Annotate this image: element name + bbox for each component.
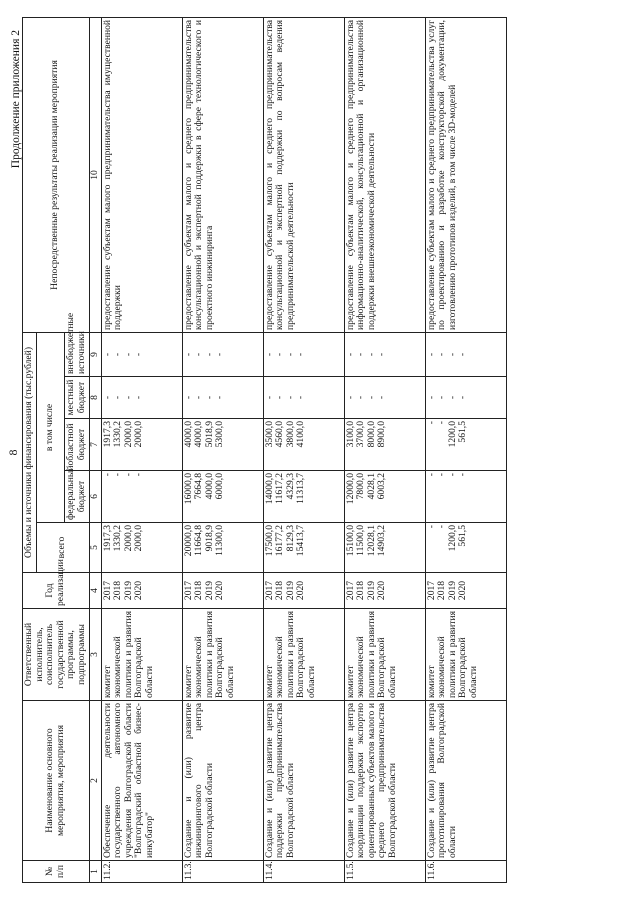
header-no: № п/п <box>23 861 90 883</box>
row-federal-value: 4028,1 <box>365 473 377 500</box>
row-total-value: 8129,3 <box>284 525 296 552</box>
row-regional-value: 3800,0 <box>284 421 296 448</box>
row-local-value: - <box>376 395 388 400</box>
row-total-value: 17500,0 <box>263 525 275 557</box>
row-local-cell <box>101 377 182 419</box>
row-name-cell: Создание и (или) развитие центра поддержки предпринимательства Волгоградской области <box>263 701 344 861</box>
row-extra-value: - <box>133 352 145 357</box>
row-result-cell: предоставление субъектам малого и среднего предпринимательства информационно-аналитической, консультационной и организационной поддержки внешнеэкономической деятельности <box>344 17 425 332</box>
row-years-value: 2018 <box>436 580 448 601</box>
row-federal-cell <box>263 471 344 523</box>
col-number: 6 <box>89 471 101 523</box>
row-years-value: 2019 <box>365 580 377 601</box>
row-extra-value: - <box>112 352 124 357</box>
row-total-value: - <box>425 525 437 529</box>
row-local-value: - <box>214 395 226 400</box>
row-result-cell: предоставление субъектам малого и среднего предпринимательства консультационной и экспертной поддержки по вопросам ведения предпринимательской деятельности <box>263 17 344 332</box>
row-years-value: 2020 <box>133 580 145 601</box>
row-years-value: 2019 <box>284 580 296 601</box>
row-years-cell <box>425 573 506 609</box>
row-federal-value: 11313,7 <box>295 473 307 504</box>
row-extra-value: - <box>122 352 134 357</box>
row-federal-value: 6003,2 <box>376 473 388 500</box>
row-regional-value: 8900,0 <box>376 421 388 448</box>
row-extra-value: - <box>295 352 307 357</box>
row-name-cell: Создание и (или) развитие центра прототипирования Волгоградской области <box>425 701 506 861</box>
row-federal-value: - <box>425 473 437 477</box>
header-executor: Ответственный исполнитель, соисполнитель государственной программы, подпрограммы <box>23 609 90 701</box>
header-federal: федеральный бюджет <box>65 471 89 523</box>
row-name-cell: Создание и (или) развитие инжинирингового центра Волгоградской области <box>182 701 263 861</box>
row-local-value: - <box>182 395 194 400</box>
row-federal-value: - <box>122 473 134 477</box>
row-extra-value: - <box>355 352 367 357</box>
row-extra-value: - <box>101 352 113 357</box>
row-regional-value: 4100,0 <box>295 421 307 448</box>
row-years-value: 2018 <box>355 580 367 601</box>
row-local-value: - <box>344 395 356 400</box>
row-total-value: 2000,0 <box>122 525 134 552</box>
row-regional-cell <box>425 419 506 471</box>
row-total-cell <box>101 523 182 573</box>
header-financing: Объемы и источники финансирования (тыс.рублей) <box>23 332 37 572</box>
row-local-value: - <box>365 395 377 400</box>
row-local-value: - <box>112 395 124 400</box>
row-extra-cell <box>101 332 182 376</box>
row-number-cell: 11.2. <box>101 861 182 883</box>
row-local-value: - <box>263 395 275 400</box>
col-number: 8 <box>89 377 101 419</box>
row-local-value: - <box>446 395 458 400</box>
row-years-value: 2020 <box>376 580 388 601</box>
header-name: Наименование основного мероприятия, мероприятия <box>23 701 90 861</box>
row-extra-cell <box>344 332 425 376</box>
row-local-value: - <box>122 395 134 400</box>
row-number-cell: 11.3. <box>182 861 263 883</box>
row-federal-value: 11617,2 <box>274 473 286 504</box>
row-federal-value: - <box>133 473 145 477</box>
row-total-value: 1200,0 <box>446 525 458 552</box>
row-regional-value: 4000,0 <box>193 421 205 448</box>
row-total-value: 20000,0 <box>182 525 194 557</box>
header-including: в том числе <box>36 332 65 522</box>
row-federal-value: 12000,0 <box>344 473 356 505</box>
row-total-value: 11664,8 <box>193 525 205 556</box>
row-total-value: 12028,1 <box>365 525 377 557</box>
row-regional-value: 3100,0 <box>344 421 356 448</box>
row-years-value: 2020 <box>214 580 226 601</box>
row-federal-cell <box>344 471 425 523</box>
row-extra-cell <box>425 332 506 376</box>
row-federal-value: 4000,0 <box>203 473 215 500</box>
row-years-value: 2020 <box>457 580 469 601</box>
col-number: 5 <box>89 523 101 573</box>
col-number: 2 <box>89 701 101 861</box>
row-federal-cell <box>425 471 506 523</box>
row-total-value: 16177,2 <box>274 525 286 557</box>
row-total-value: 11300,0 <box>214 525 226 556</box>
row-local-value: - <box>284 395 296 400</box>
row-local-value: - <box>193 395 205 400</box>
row-years-cell <box>263 573 344 609</box>
table-row <box>425 17 506 882</box>
row-years-value: 2017 <box>425 580 437 601</box>
row-total-cell <box>344 523 425 573</box>
row-federal-cell <box>101 471 182 523</box>
row-local-cell <box>425 377 506 419</box>
row-local-value: - <box>274 395 286 400</box>
row-years-cell <box>344 573 425 609</box>
row-years-value: 2018 <box>112 580 124 601</box>
row-local-cell <box>182 377 263 419</box>
col-number: 10 <box>89 17 101 332</box>
row-regional-cell <box>182 419 263 471</box>
row-regional-value: - <box>436 421 448 425</box>
col-number: 3 <box>89 609 101 701</box>
row-regional-value: 2000,0 <box>122 421 134 448</box>
col-number: 1 <box>89 861 101 883</box>
row-total-cell <box>425 523 506 573</box>
row-local-cell <box>263 377 344 419</box>
row-local-value: - <box>425 395 437 400</box>
row-total-value: 1330,2 <box>112 525 124 552</box>
row-total-value: 561,5 <box>457 525 469 547</box>
row-years-value: 2019 <box>122 580 134 601</box>
row-extra-value: - <box>446 352 458 357</box>
row-federal-value: 7664,8 <box>193 473 205 500</box>
row-federal-value: 4329,3 <box>284 473 296 500</box>
row-extra-value: - <box>193 352 205 357</box>
header-extra: внебюджетные источники <box>65 332 89 376</box>
table-row <box>101 17 182 882</box>
row-extra-value: - <box>425 352 437 357</box>
row-federal-cell <box>182 471 263 523</box>
row-local-value: - <box>133 395 145 400</box>
table-row <box>344 17 425 882</box>
row-total-cell <box>182 523 263 573</box>
header-local: местный бюджет <box>65 377 89 419</box>
header-total: всего <box>36 523 89 573</box>
row-extra-value: - <box>365 352 377 357</box>
row-total-value: 15100,0 <box>344 525 356 557</box>
row-local-value: - <box>203 395 215 400</box>
row-number-cell: 11.5. <box>344 861 425 883</box>
row-total-value: 9018,9 <box>203 525 215 552</box>
row-years-value: 2019 <box>203 580 215 601</box>
row-executor-cell: комитет экономической политики и развития Волгоградской области <box>425 609 506 701</box>
row-local-value: - <box>457 395 469 400</box>
row-regional-value: 3700,0 <box>355 421 367 448</box>
row-federal-value: 14000,0 <box>263 473 275 505</box>
row-executor-cell: комитет экономической политики и развития Волгоградской области <box>344 609 425 701</box>
row-years-cell <box>182 573 263 609</box>
row-name-cell: Обеспечение деятельности государственного автономного учреждения Волгоградской области "Волгоградский областной бизнес-инкубатор" <box>101 701 182 861</box>
row-extra-value: - <box>457 352 469 357</box>
row-federal-value: - <box>101 473 113 477</box>
row-total-value: 1917,3 <box>101 525 113 552</box>
row-years-value: 2017 <box>182 580 194 601</box>
row-federal-value: 6000,0 <box>214 473 226 500</box>
row-extra-value: - <box>274 352 286 357</box>
row-extra-value: - <box>263 352 275 357</box>
page-number: 8 <box>6 449 20 456</box>
row-extra-value: - <box>182 352 194 357</box>
col-number: 9 <box>89 332 101 376</box>
row-total-value: 15413,7 <box>295 525 307 557</box>
row-regional-value: 5300,0 <box>214 421 226 448</box>
row-federal-value: 7800,0 <box>355 473 367 500</box>
row-regional-cell <box>344 419 425 471</box>
row-regional-value: 4560,0 <box>274 421 286 448</box>
row-regional-value: 4000,0 <box>182 421 194 448</box>
row-years-value: 2018 <box>274 580 286 601</box>
row-regional-value: 2000,0 <box>133 421 145 448</box>
row-extra-value: - <box>344 352 356 357</box>
row-number-cell: 11.6. <box>425 861 506 883</box>
table-row <box>263 17 344 882</box>
row-local-value: - <box>101 395 113 400</box>
row-regional-value: 8000,0 <box>365 421 377 448</box>
col-number: 4 <box>89 573 101 609</box>
row-extra-value: - <box>284 352 296 357</box>
row-total-value: 2000,0 <box>133 525 145 552</box>
row-federal-value: - <box>446 473 458 477</box>
financing-table <box>22 17 507 883</box>
row-executor-cell: комитет экономической политики и развития Волгоградской области <box>101 609 182 701</box>
row-extra-cell <box>182 332 263 376</box>
row-total-value: - <box>436 525 448 529</box>
column-number-row <box>89 17 101 882</box>
row-extra-value: - <box>376 352 388 357</box>
col-number: 7 <box>89 419 101 471</box>
table-row <box>182 17 263 882</box>
row-local-value: - <box>355 395 367 400</box>
header-results: Непосредственные результаты реализации мероприятия <box>23 17 90 332</box>
row-regional-value: 1200,0 <box>446 421 458 448</box>
row-federal-value: - <box>112 473 124 477</box>
row-federal-value: - <box>436 473 448 477</box>
row-years-value: 2019 <box>446 580 458 601</box>
row-regional-value: 3500,0 <box>263 421 275 448</box>
row-years-value: 2017 <box>263 580 275 601</box>
row-extra-value: - <box>214 352 226 357</box>
row-regional-value: 561,5 <box>457 421 469 443</box>
row-regional-value: 1917,3 <box>101 421 113 448</box>
row-federal-value: 16000,0 <box>182 473 194 505</box>
row-local-value: - <box>295 395 307 400</box>
row-result-cell: предоставление субъектам малого предпринимательства имущественной поддержки <box>101 17 182 332</box>
row-regional-cell <box>101 419 182 471</box>
header-regional: областной бюджет <box>65 419 89 471</box>
row-local-cell <box>344 377 425 419</box>
row-regional-value: 1330,2 <box>112 421 124 448</box>
row-executor-cell: комитет экономической политики и развития Волгоградской области <box>263 609 344 701</box>
row-years-value: 2018 <box>193 580 205 601</box>
row-number-cell: 11.4. <box>263 861 344 883</box>
row-total-cell <box>263 523 344 573</box>
header-year: Год реализации <box>23 573 90 609</box>
row-years-value: 2020 <box>295 580 307 601</box>
row-years-value: 2017 <box>101 580 113 601</box>
row-total-value: 11500,0 <box>355 525 367 556</box>
row-years-cell <box>101 573 182 609</box>
continuation-note: Продолжение приложения 2 <box>10 30 22 169</box>
row-regional-value: 5018,9 <box>203 421 215 448</box>
row-regional-value: - <box>425 421 437 425</box>
row-total-value: 14903,2 <box>376 525 388 557</box>
row-result-cell: предоставление субъектам малого и среднего предпринимательства консультационной и экспертной поддержки в сфере технологического и проектного инжиниринга <box>182 17 263 332</box>
row-name-cell: Создание и (или) развитие центра координации поддержки экспортно ориентированных субъектов малого и среднего предпринимательства Волгоградской области <box>344 701 425 861</box>
row-regional-cell <box>263 419 344 471</box>
row-extra-value: - <box>436 352 448 357</box>
row-local-value: - <box>436 395 448 400</box>
row-extra-value: - <box>203 352 215 357</box>
row-executor-cell: комитет экономической политики и развития Волгоградской области <box>182 609 263 701</box>
row-extra-cell <box>263 332 344 376</box>
row-federal-value: - <box>457 473 469 477</box>
row-result-cell: предоставление субъектам малого и среднего предпринимательства услуг по проектированию и разработке конструкторской документации, изготовлению прототипов изделий, в том числе 3D-моделей <box>425 17 506 332</box>
row-years-value: 2017 <box>344 580 356 601</box>
